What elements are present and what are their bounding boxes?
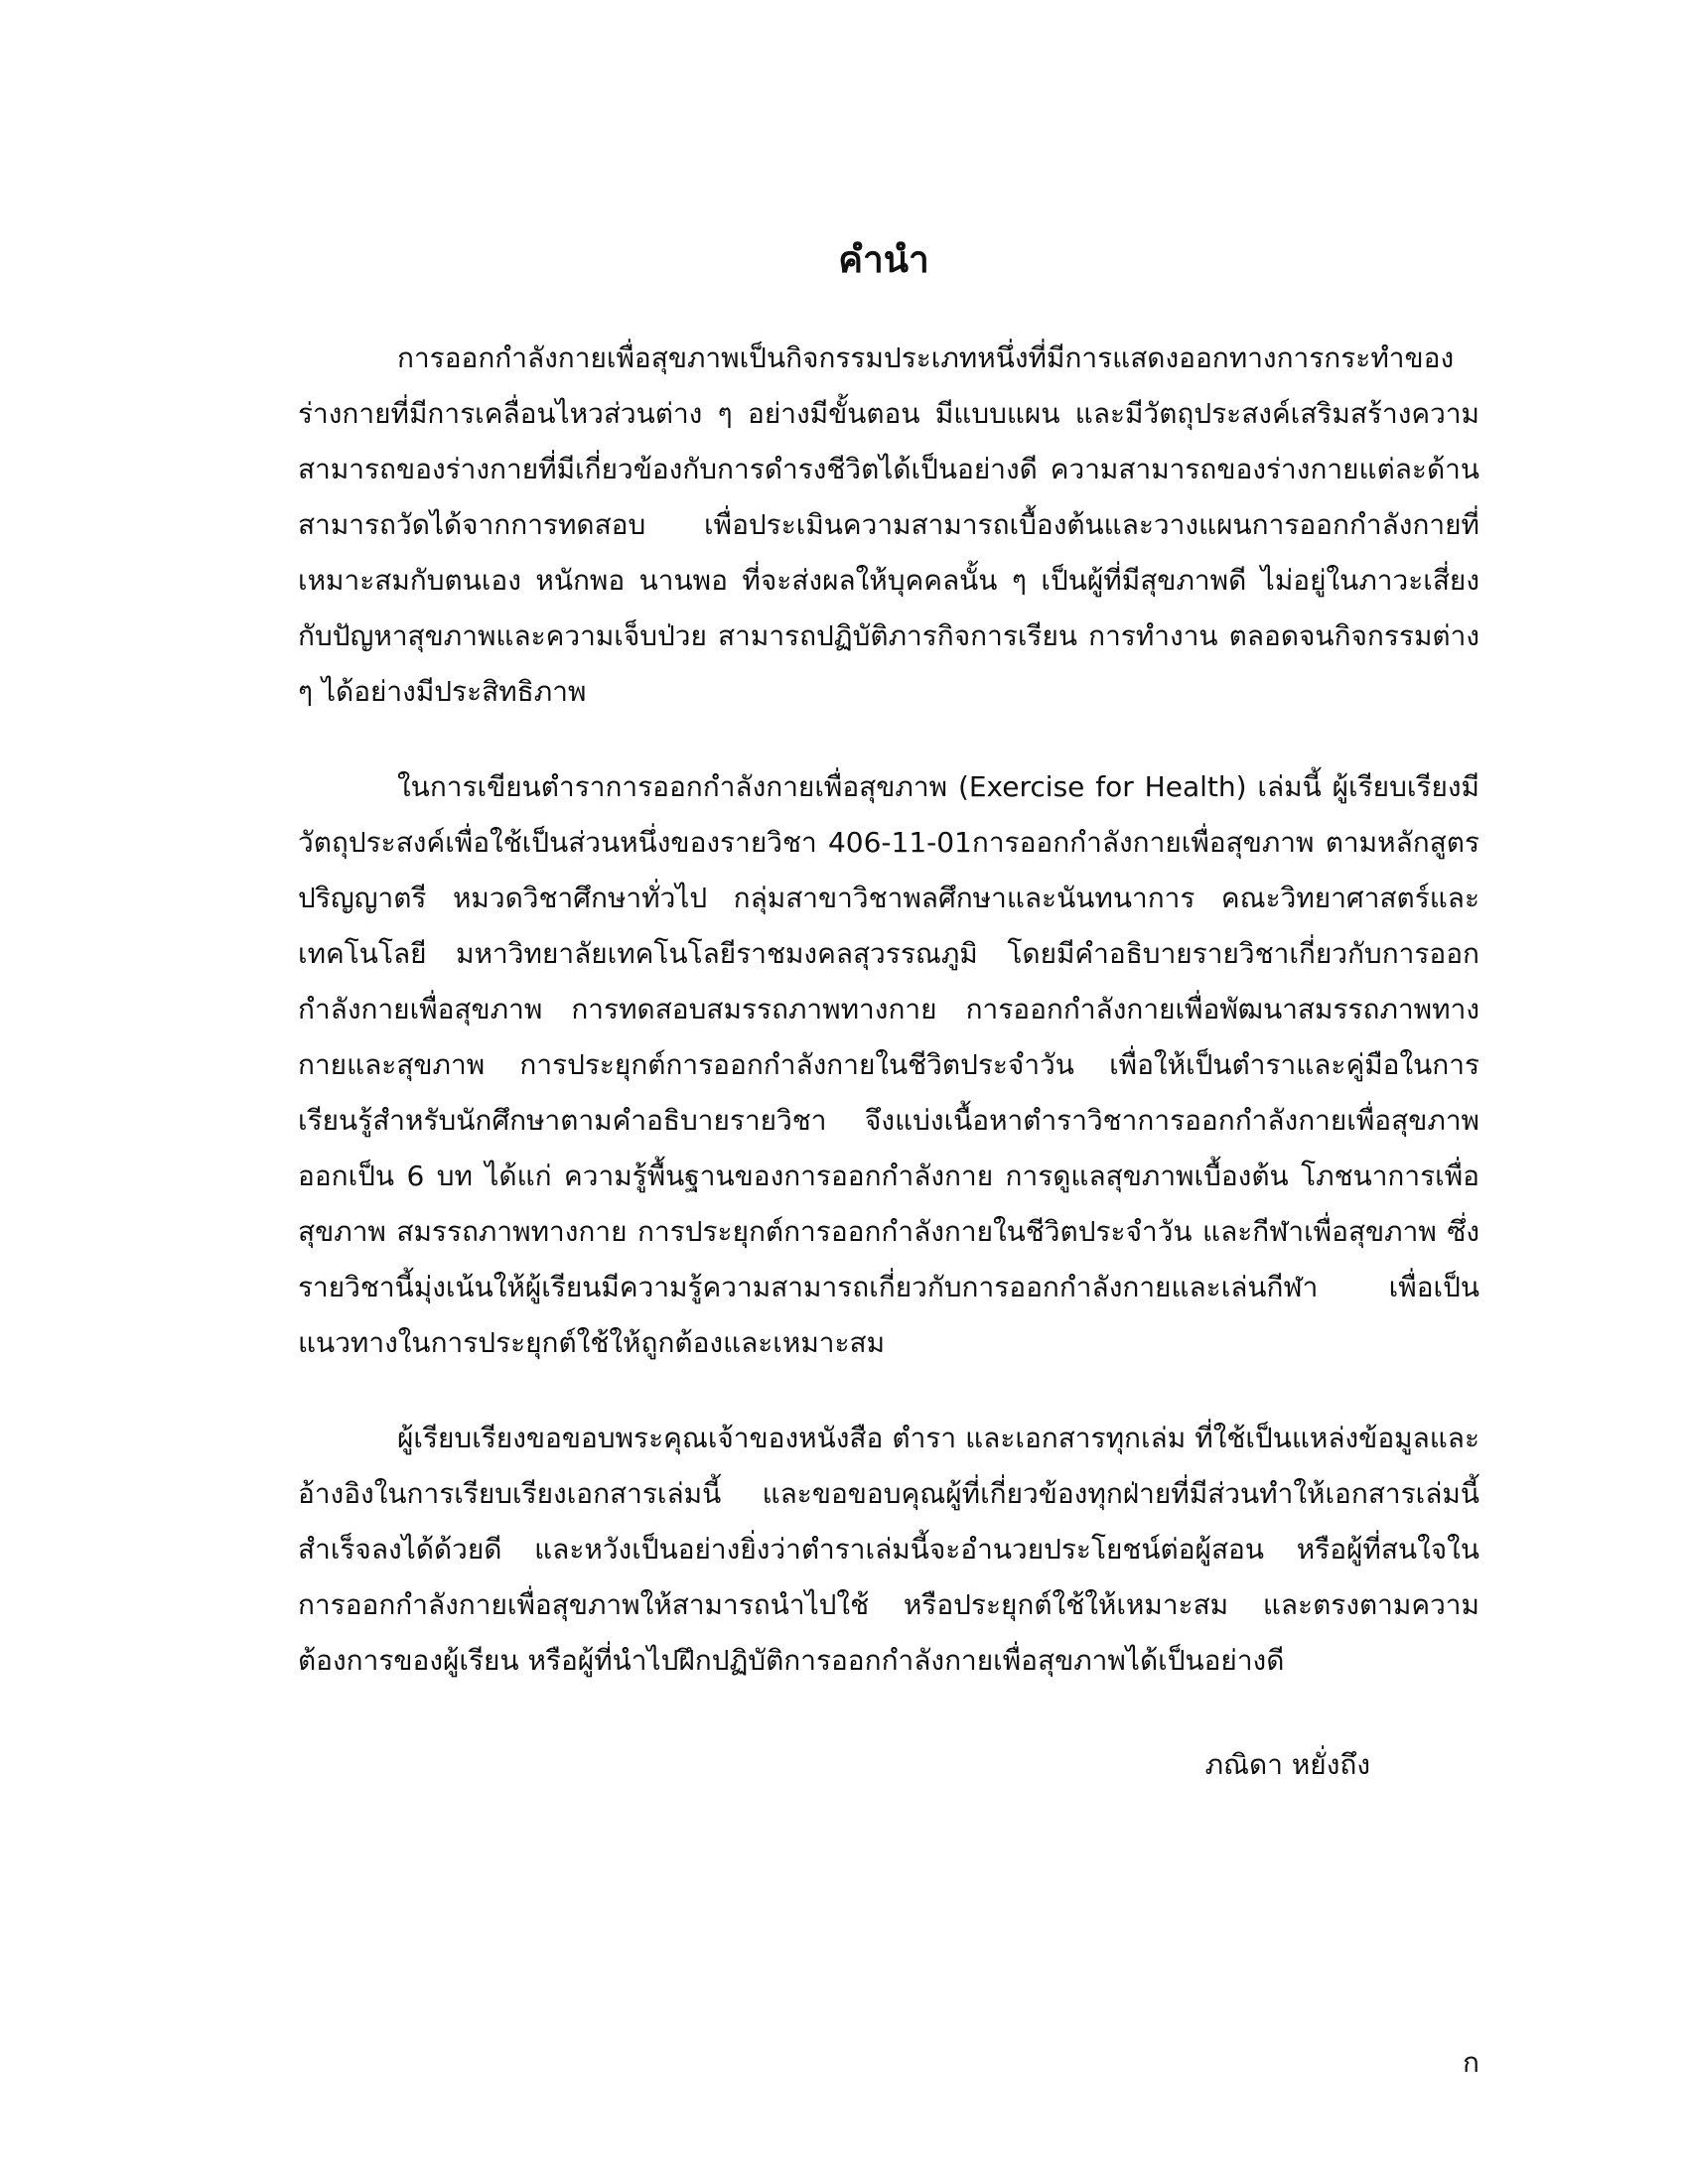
paragraph-acknowledgement: ผู้เรียบเรียงขอขอบพระคุณเจ้าของหนังสือ ตำรา และเอกสารทุกเล่ม ที่ใช้เป็นแหล่งข้อมูลและอ้างอิงในการเรียบเรียงเอกสารเล่มนี้ และขอขอบคุณผู้ที่เกี่ยวข้องทุกฝ่ายที่มีส่วนทำให้เอกสารเล่มนี้สำเร็จลงได้ด้วยดี และหวังเป็นอย่างยิ่งว่าตำราเล่มนี้จะอำนวยประโยชน์ต่อผู้สอน หรือผู้ที่สนใจในการออกกำลังกายเพื่อสุขภาพให้สามารถนำไปใช้ หรือประยุกต์ใช้ให้เหมาะสม และตรงตามความต้องการของผู้เรียน หรือผู้ที่นำไปฝึกปฏิบัติการออกกำลังกายเพื่อสุขภาพได้เป็นอย่างดี (298, 1422, 1479, 1677)
page-number: ก (1463, 2046, 1479, 2079)
paragraph-introduction: การออกกำลังกายเพื่อสุขภาพเป็นกิจกรรมประเภทหนึ่งที่มีการแสดงออกทางการกระทำของร่างกายที่มีการเคลื่อนไหวส่วนต่าง ๆ อย่างมีขั้นตอน มีแบบแผน และมีวัตถุประสงค์เสริมสร้างความสามารถของร่างกายที่มีเกี่ยวข้องกับการดำรงชีวิตได้เป็นอย่างดี ความสามารถของร่างกายแต่ละด้านสามารถวัดได้จากการทดสอบ เพื่อประเมินความสามารถเบื้องต้นและวางแผนการออกกำลังกายที่เหมาะสมกับตนเอง หนักพอ นานพอ ที่จะส่งผลให้บุคคลนั้น ๆ เป็นผู้ที่มีสุขภาพดี ไม่อยู่ในภาวะเสี่ยงกับปัญหาสุขภาพและความเจ็บป่วย สามารถปฏิบัติภารกิจการเรียน การทำงาน ตลอดจนกิจกรรมต่าง ๆ ได้อย่างมีประสิทธิภาพ (298, 341, 1479, 708)
page-title: คำนำ (838, 237, 929, 281)
paragraph-purpose: ในการเขียนตำราการออกกำลังกายเพื่อสุขภาพ (Exercise for Health) เล่มนี้ ผู้เรียบเรียงมีวัตถุประสงค์เพื่อใช้เป็นส่วนหนึ่งของรายวิชา 406-11-01การออกกำลังกายเพื่อสุขภาพ ตามหลักสูตรปริญญาตรี หมวดวิชาศึกษาทั่วไป กลุ่มสาขาวิชาพลศึกษาและนันทนาการ คณะวิทยาศาสตร์และเทคโนโลยี มหาวิทยาลัยเทคโนโลยีราชมงคลสุวรรณภูมิ โดยมีคำอธิบายรายวิชาเกี่ยวกับการออกกำลังกายเพื่อสุขภาพ การทดสอบสมรรถภาพทางกาย การออกกำลังกายเพื่อพัฒนาสมรรถภาพทางกายและสุขภาพ การประยุกต์การออกกำลังกายในชีวิตประจำวัน เพื่อให้เป็นตำราและคู่มือในการเรียนรู้สำหรับนักศึกษาตามคำอธิบายรายวิชา จึงแบ่งเนื้อหาตำราวิชาการออกกำลังกายเพื่อสุขภาพ ออกเป็น 6 บท ได้แก่ ความรู้พื้นฐานของการออกกำลังกาย การดูแลสุขภาพเบื้องต้น โภชนาการเพื่อสุขภาพ สมรรถภาพทางกาย การประยุกต์การออกกำลังกายในชีวิตประจำวัน และกีฬาเพื่อสุขภาพ ซึ่งรายวิชานี้มุ่งเน้นให้ผู้เรียนมีความรู้ความสามารถเกี่ยวกับการออกกำลังกายและเล่นกีฬา เพื่อเป็นแนวทางในการประยุกต์ใช้ให้ถูกต้องและเหมาะสม (298, 770, 1479, 1359)
author-signature: ภณิดา หยั่งถึง (1204, 1748, 1370, 1781)
